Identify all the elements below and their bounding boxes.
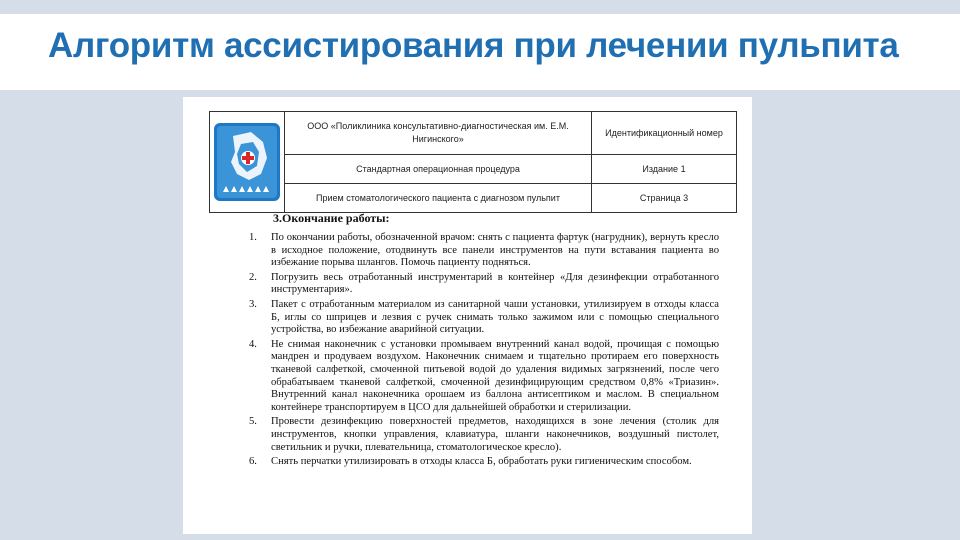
- section-title: 3.Окончание работы:: [273, 211, 390, 225]
- page-cell: Страница 3: [592, 184, 737, 213]
- procedure-cell: Прием стоматологического пациента с диагнозом пульпит: [285, 184, 592, 213]
- clinic-logo-icon: [213, 122, 281, 202]
- edition-cell: Издание 1: [592, 155, 737, 184]
- item-number: 3.: [249, 298, 257, 310]
- steps-list: [249, 232, 719, 471]
- list-item: [249, 232, 719, 270]
- org-name-cell: ООО «Поликлиника консультативно-диагностическая им. Е.М. Нигинского»: [285, 112, 592, 155]
- list-item: [249, 299, 719, 337]
- list-item: [249, 456, 719, 469]
- item-text: Погрузить весь отработанный инструментарий в контейнер «Для дезинфекции отработанного инструментария».: [271, 271, 719, 296]
- slide-title-bar: [0, 14, 960, 90]
- item-text: Пакет с отработанным материалом из санитарной чаши установки, утилизируем в отходы класса Б, иглы со шприцев и лезвия с ручек снимать только зажимом или с помощью специального устройства, во избежание аварийной ситуации.: [271, 298, 719, 336]
- list-item: [249, 272, 719, 297]
- list-item: [249, 339, 719, 415]
- document-image: [183, 97, 752, 534]
- item-number: 6.: [249, 456, 257, 468]
- slide-title: Алгоритм ассистирования при лечении пульпита: [48, 26, 899, 65]
- id-number-cell: Идентификационный номер: [592, 112, 737, 155]
- logo-cell: [210, 112, 285, 213]
- item-number: 4.: [249, 338, 257, 350]
- document-header-table: [209, 111, 737, 213]
- item-text: Не снимая наконечник с установки промываем внутренний канал водой, прочищая с помощью мандрен и продуваем воздухом. Наконечник снимаем и тщательно протираем его поверхность тканевой салфеткой, смоченной питьевой водой до удаления видимых загрязнений, после чего обрабатываем тканевой салфеткой, смоченной дезинфицирующим средством 0,8% «Триазин». Внутренний канал наконечника орошаем из баллона антисептиком и маслом. В специальном контейнере транспортируем в ЦСО для дальнейшей обработки и стерилизации.: [271, 338, 719, 413]
- list-item: [249, 416, 719, 454]
- item-text: По окончании работы, обозначенной врачом: снять с пациента фартук (нагрудник), вернуть кресло в исходное положение, отодвинуть все панели инструментов на пути вставания пациента во избежание порыва шлангов. Помочь пациенту подняться.: [271, 232, 719, 269]
- item-text: Провести дезинфекцию поверхностей предметов, находящихся в зоне лечения (столик для инструментов, кнопки управления, клавиатура, шланги наконечников, воздушный пистолет, светильник и ручки, плевательница, стоматологическое кресло).: [271, 416, 719, 453]
- item-text: Снять перчатки утилизировать в отходы класса Б, обработать руки гигиеническим способом.: [271, 456, 692, 468]
- sop-cell: Стандартная операционная процедура: [285, 155, 592, 184]
- item-number: 5.: [249, 416, 257, 428]
- item-number: 2.: [249, 271, 257, 283]
- item-number: 1.: [249, 232, 257, 243]
